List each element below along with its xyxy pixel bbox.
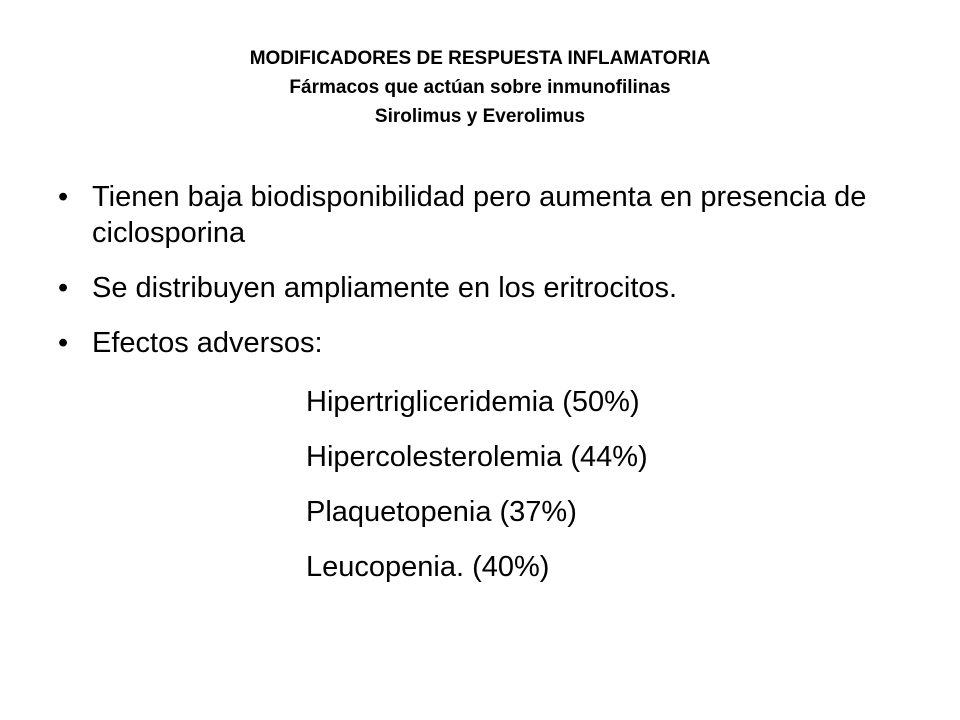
bullet-icon: •: [58, 272, 69, 304]
bullet-item-adverse-effects: [58, 325, 918, 361]
adverse-effects-list: [306, 384, 906, 604]
adverse-effect-item: Leucopenia. (40%): [306, 551, 550, 583]
slide-title: [0, 44, 960, 131]
bullet-text: Efectos adversos:: [92, 327, 323, 359]
title-line-drugs: Sirolimus y Everolimus: [374, 106, 586, 127]
bullet-item-distribution: [58, 270, 918, 306]
bullet-list: [58, 179, 918, 380]
title-line-main: MODIFICADORES DE RESPUESTA INFLAMATORIA: [249, 48, 711, 69]
adverse-effect-item: Plaquetopenia (37%): [306, 496, 577, 528]
bullet-icon: •: [58, 181, 69, 213]
bullet-text: Tienen baja biodisponibilidad pero aumenta en presencia de ciclosporina: [92, 181, 867, 249]
adverse-effect-item: Hipertrigliceridemia (50%): [306, 386, 640, 418]
title-line-subtitle: Fármacos que actúan sobre inmunofilinas: [289, 77, 671, 98]
bullet-text: Se distribuyen ampliamente en los eritrocitos.: [92, 272, 678, 304]
bullet-item-bioavailability: [58, 179, 918, 251]
bullet-icon: •: [58, 327, 69, 359]
adverse-effect-item: Hipercolesterolemia (44%): [306, 441, 648, 473]
